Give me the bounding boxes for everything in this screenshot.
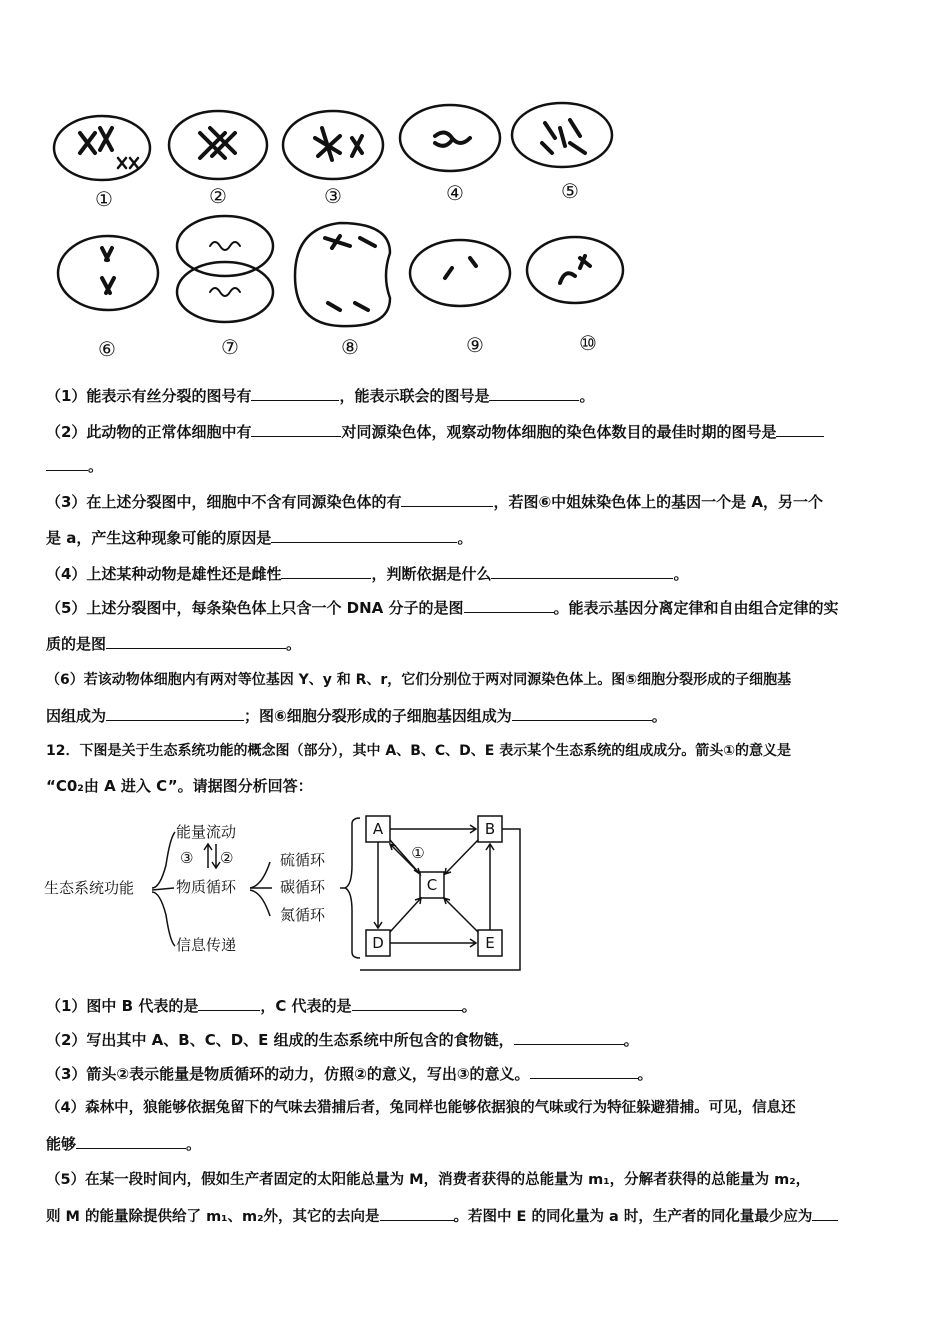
- answer-blank[interactable]: [198, 996, 260, 1011]
- label-4: ④: [446, 181, 464, 205]
- label-6: ⑥: [98, 337, 116, 361]
- cell-9: [410, 240, 510, 306]
- svg-text:C: C: [426, 876, 438, 894]
- answer-blank[interactable]: [380, 1206, 454, 1221]
- q12-line-4: （4）森林中，狼能够依据兔留下的气味去猎捕后者，兔同样也能够依据狼的气味或行为特征躲避猎捕。可见，信息还: [46, 1100, 796, 1116]
- answer-blank[interactable]: [106, 706, 244, 721]
- answer-blank[interactable]: [530, 1064, 638, 1079]
- q11-line-6: （6）若该动物体细胞内有两对等位基因 Y、y 和 R、r，它们分别位于两对同源染色体上。图⑤细胞分裂形成的子细胞基: [46, 672, 792, 688]
- info-transfer-label: 信息传递: [176, 936, 237, 954]
- q11-line-5b: 质的是图 。: [46, 635, 302, 653]
- label-8: ⑧: [341, 335, 359, 359]
- answer-blank[interactable]: [812, 1206, 838, 1221]
- q11-line-3b: 是 a，产生这种现象可能的原因是 。: [46, 529, 473, 547]
- answer-blank[interactable]: [352, 996, 462, 1011]
- q11-line-6b: 因组成为 ；图⑥细胞分裂形成的子细胞基因组成为 。: [46, 707, 667, 725]
- label-2: ②: [209, 184, 227, 208]
- q12-line-3: （3）箭头②表示能量是物质循环的动力，仿照②的意义，写出③的意义。 。: [46, 1065, 653, 1083]
- cell-8: [295, 223, 390, 326]
- answer-blank[interactable]: [776, 422, 824, 437]
- q11-line-5: （5）上述分裂图中，每条染色体上只含一个 DNA 分子的是图 。能表示基因分离定律和自由组合定律的实: [46, 599, 839, 617]
- cell-10: [527, 237, 623, 303]
- arrow-2-label: ②: [220, 849, 234, 867]
- answer-blank[interactable]: [281, 564, 371, 579]
- matter-cycle-label: 物质循环: [176, 878, 237, 896]
- energy-flow-label: 能量流动: [176, 823, 237, 841]
- q12-intro-2: “C0₂由 A 进入 C”。请据图分析回答：: [46, 777, 313, 795]
- q12-line-5b: 则 M 的能量除提供给了 m₁、m₂外，其它的去向是 。若图中 E 的同化量为 a 时，生产者的同化量最少应为: [46, 1206, 908, 1227]
- svg-text:D: D: [372, 934, 384, 952]
- sulfur-cycle-label: 硫循环: [280, 851, 326, 869]
- cell-2: [169, 111, 267, 179]
- q12-intro-1: 12．下图是关于生态系统功能的概念图（部分），其中 A、B、C、D、E 表示某个生态系统的组成成分。箭头①的意义是: [46, 743, 792, 759]
- label-3: ③: [324, 184, 342, 208]
- answer-blank[interactable]: [251, 386, 339, 401]
- q12-line-1: （1）图中 B 代表的是 ，C 代表的是 。: [46, 997, 477, 1015]
- answer-blank[interactable]: [512, 706, 652, 721]
- cell-division-figure: [40, 98, 640, 363]
- label-9: ⑨: [466, 333, 484, 357]
- q11-line-2: （2）此动物的正常体细胞中有 对同源染色体，观察动物体细胞的染色体数目的最佳时期的图号是: [46, 422, 908, 442]
- label-1: ①: [95, 187, 113, 211]
- nitrogen-cycle-label: 氮循环: [280, 906, 326, 924]
- q12-line-5: （5）在某一段时间内，假如生产者固定的太阳能总量为 M，消费者获得的总能量为 m₁，分解者获得的总能量为 m₂，: [46, 1172, 811, 1188]
- q11-line-2b: 。: [46, 456, 908, 476]
- label-7: ⑦: [221, 335, 239, 359]
- arrow-3-label: ③: [180, 849, 194, 867]
- q11-line-3: （3）在上述分裂图中，细胞中不含有同源染色体的有 ，若图⑥中姐妹染色体上的基因一个是 A，另一个: [46, 493, 823, 511]
- answer-blank[interactable]: [489, 386, 579, 401]
- answer-blank[interactable]: [46, 456, 88, 471]
- answer-blank[interactable]: [514, 1030, 624, 1045]
- root-label: 生态系统功能: [44, 879, 135, 897]
- carbon-cycle-label: 碳循环: [280, 878, 326, 896]
- arrow-1-label: ①: [411, 844, 425, 862]
- answer-blank[interactable]: [491, 564, 673, 579]
- ecosystem-concept-diagram: [40, 810, 530, 980]
- answer-blank[interactable]: [401, 492, 493, 507]
- answer-blank[interactable]: [106, 634, 286, 649]
- svg-text:A: A: [372, 820, 384, 838]
- cell-7: [177, 216, 273, 322]
- q12-line-2: （2）写出其中 A、B、C、D、E 组成的生态系统中所包含的食物链， 。: [46, 1031, 639, 1049]
- answer-blank[interactable]: [76, 1134, 186, 1149]
- q11-line-1: （1）能表示有丝分裂的图号有 ，能表示联会的图号是 。: [46, 387, 595, 405]
- answer-blank[interactable]: [464, 598, 554, 613]
- answer-blank[interactable]: [271, 528, 457, 543]
- q11-line-4: （4）上述某种动物是雄性还是雌性 ，判断依据是什么 。: [46, 565, 689, 583]
- answer-blank[interactable]: [251, 422, 341, 437]
- svg-text:E: E: [485, 934, 495, 952]
- svg-text:B: B: [484, 820, 496, 838]
- q12-line-4b: 能够 。: [46, 1135, 202, 1153]
- label-5: ⑤: [561, 179, 579, 203]
- label-10: ⑩: [579, 331, 597, 355]
- cell-6: [58, 236, 158, 310]
